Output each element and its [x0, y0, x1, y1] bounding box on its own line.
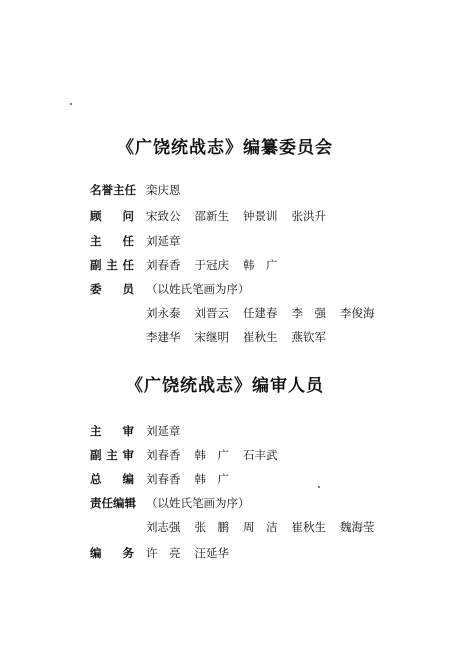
editorial-editors-line: 刘志强 张 鹏 周 洁 崔秋生 魏海莹	[146, 520, 375, 534]
row-label: 主 任	[90, 234, 134, 248]
row-label: 名誉主任	[90, 183, 136, 197]
row-names: 宋致公 邵新生 钟景训 张洪升	[146, 209, 326, 223]
row-names: 许 亮 汪延华	[146, 546, 229, 560]
row-label: 编 务	[90, 546, 134, 560]
scan-speck	[70, 103, 72, 105]
row-names: 刘延章	[146, 424, 181, 438]
row-names: （以姓氏笔画为序）	[146, 282, 250, 296]
editorial-title: 《广饶统战志》编审人员	[126, 376, 324, 396]
committee-title: 《广饶统战志》编纂委员会	[117, 138, 333, 158]
row-label: 主 审	[90, 424, 134, 438]
row-label: 顾 问	[90, 209, 134, 223]
row-names: 刘春香 韩 广 石丰武	[146, 448, 278, 462]
row-names: 栾庆恩	[146, 183, 181, 197]
row-label: 副 主 审	[90, 448, 134, 462]
row-names: 刘春香 韩 广	[146, 472, 229, 486]
row-names: （以姓氏笔画为序）	[146, 496, 250, 510]
row-names: 刘春香 于冠庆 韩 广	[146, 258, 278, 272]
row-names: 刘延章	[146, 234, 181, 248]
row-label: 责任编辑	[90, 496, 136, 510]
row-label: 总 编	[90, 472, 134, 486]
committee-members-line-2: 李建华 宋继明 崔秋生 燕钦军	[146, 330, 326, 344]
scan-speck	[318, 486, 320, 488]
row-label: 委 员	[90, 282, 134, 296]
committee-members-line-1: 刘永泰 刘晋云 任建春 李 强 李俊海	[146, 306, 375, 320]
row-label: 副 主 任	[90, 258, 134, 272]
